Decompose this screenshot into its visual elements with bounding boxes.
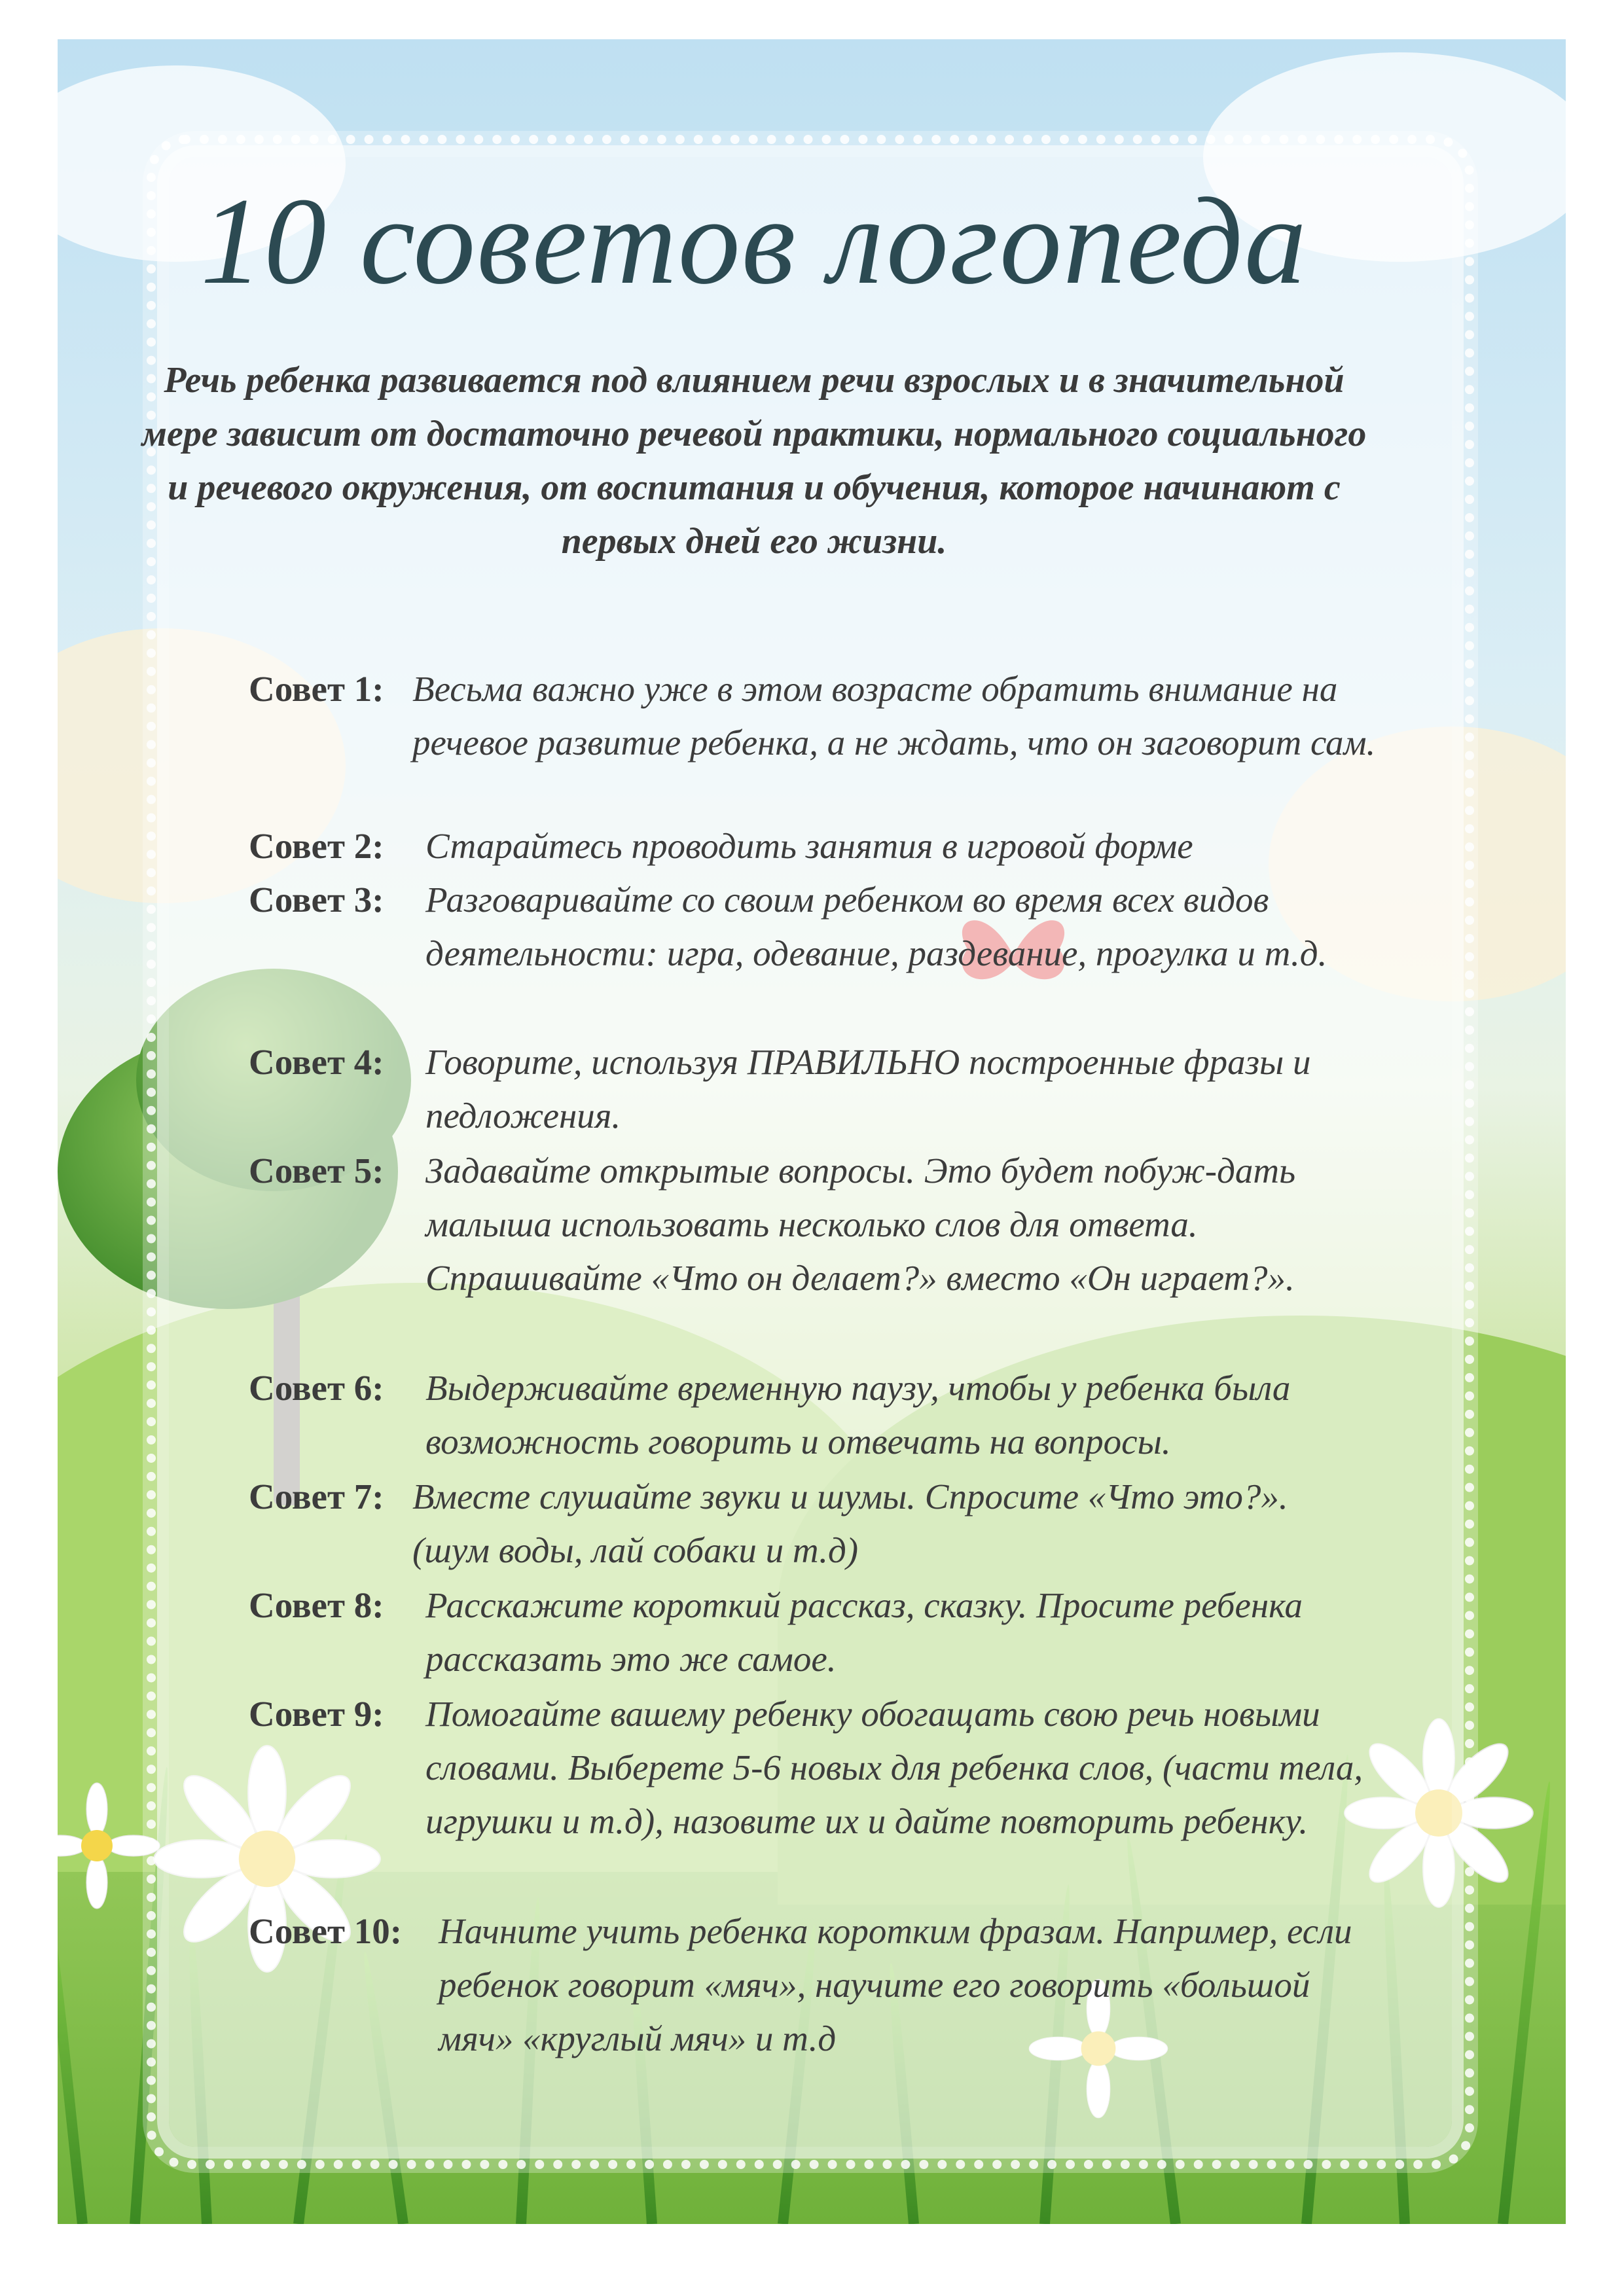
intro-paragraph: Речь ребенка развивается под влиянием речи взрослых и в значительной мере зависит от достаточно речевой практики, нормального социального и речевого окружения, от воспитания и обучения, которое начинают с первых дней его жизни. bbox=[141, 360, 1367, 562]
tip-text: Помогайте вашему ребенку обогащать свою речь новыми словами. Выберете 5-6 новых для ребенка слов, (части тела, игрушки и т.д), назовите их и дайте повторить ребенку. bbox=[425, 1694, 1363, 1841]
tip-label: Совет 4: bbox=[249, 1042, 384, 1082]
tip-text: Разговаривайте со своим ребенком во время всех видов деятельности: игра, одевание, раздевание, прогулка и т.д. bbox=[425, 880, 1327, 973]
tip-text: Говорите, используя ПРАВИЛЬНО построенные фразы и педложения. bbox=[425, 1042, 1311, 1136]
tip-text: Задавайте открытые вопросы. Это будет побуж-дать малыша использовать несколько слов для ответа. Спрашивайте «Что он делает?» вместо «Он играет?». bbox=[425, 1151, 1296, 1298]
tip-text: Выдерживайте временную паузу, чтобы у ребенка была возможность говорить и отвечать на вопросы. bbox=[425, 1368, 1291, 1462]
tip-label: Совет 6: bbox=[249, 1368, 384, 1408]
tip-label: Совет 9: bbox=[249, 1694, 384, 1734]
tip-text: Вместе слушайте звуки и шумы. Спросите «Что это?». (шум воды, лай собаки и т.д) bbox=[412, 1477, 1288, 1570]
tip-text: Начните учить ребенка коротким фразам. Например, если ребенок говорит «мяч», научите его говорить «большой мяч» «круглый мяч» и т.д bbox=[439, 1911, 1352, 2058]
tip-label: Совет 2: bbox=[249, 826, 384, 866]
tip-text: Расскажите короткий рассказ, сказку. Просите ребенка рассказать это же самое. bbox=[425, 1585, 1303, 1679]
tip-label: Совет 8: bbox=[249, 1585, 384, 1625]
tip-label: Совет 1: bbox=[249, 669, 384, 709]
tip-label: Совет 5: bbox=[249, 1151, 384, 1191]
tip-text: Весьма важно уже в этом возрасте обратить внимание на речевое развитие ребенка, а не ждать, что он заговорит сам. bbox=[412, 669, 1376, 762]
page-title: 10 советов логопеда bbox=[200, 173, 1308, 310]
tip-label: Совет 7: bbox=[249, 1477, 384, 1516]
grass-blade bbox=[58, 1885, 88, 2224]
tip-label: Совет 10: bbox=[249, 1911, 403, 1951]
tip-label: Совет 3: bbox=[249, 880, 384, 920]
tip-text: Старайтесь проводить занятия в игровой форме bbox=[425, 826, 1193, 866]
